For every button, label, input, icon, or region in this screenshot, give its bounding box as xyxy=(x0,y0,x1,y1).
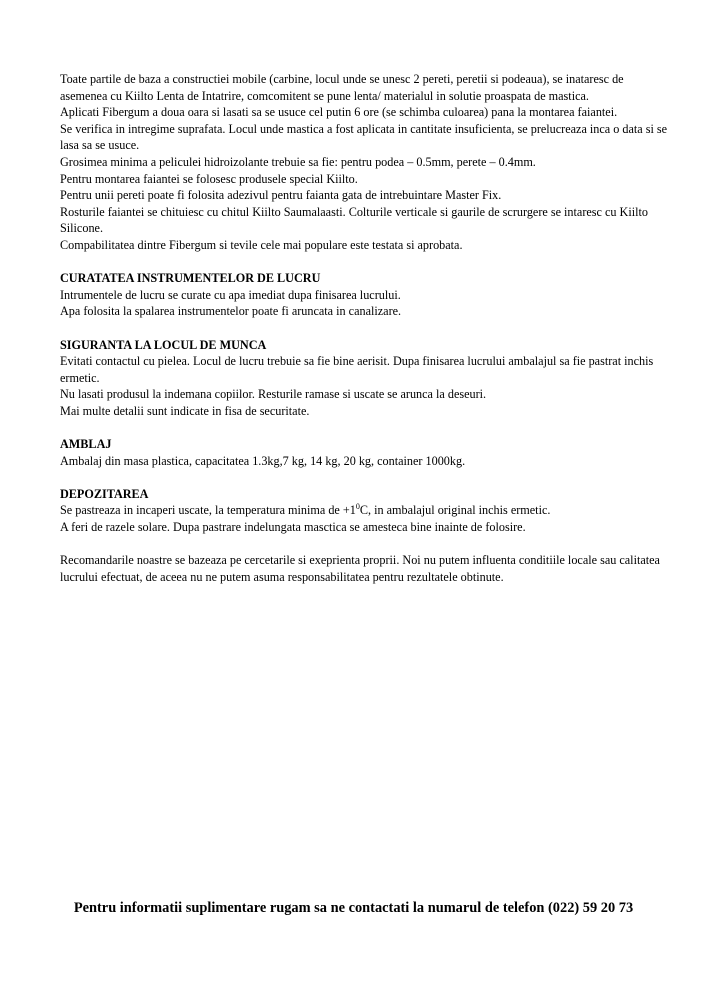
section-line: Apa folosita la spalarea instrumentelor poate fi aruncata in canalizare. xyxy=(60,304,402,319)
section-line: Ambalaj din masa plastica, capacitatea 1.3kg,7 kg, 14 kg, 20 kg, container 1000kg. xyxy=(60,453,466,468)
intro-line: Pentru unii pereti poate fi folosita adezivul pentru faianta gata de intrebuintare Master Fix. xyxy=(60,188,502,203)
section-line: Intrumentele de lucru se curate cu apa imediat dupa finisarea lucrului. xyxy=(60,287,401,302)
intro-line: Se verifica in intregime suprafata. Locul unde mastica a fost aplicata in cantitate insuficienta, se prelucreaza inca o data si se lasa sa se usuce. xyxy=(60,121,668,153)
degree-superscript: 0 xyxy=(355,502,360,512)
recommendation-text: Recomandarile noastre se bazeaza pe cercetarile si exeprienta proprii. Noi nu putem influenta conditiile locale sau calitatea lucrului efectuat, de aceea nu ne putem asuma responsabilitatea pentru rezultatele obtinute. xyxy=(60,553,660,584)
footer-contact: Pentru informatii suplimentare rugam sa ne contactati la numarul de telefon (022) 59 20 73 xyxy=(73,900,634,916)
section-heading: DEPOZITAREA xyxy=(60,486,149,501)
intro-line: Grosimea minima a peliculei hidroizolante trebuie sa fie: pentru podea – 0.5mm, perete – 0.4mm. xyxy=(60,154,536,169)
section-heading: CURATATEA INSTRUMENTELOR DE LUCRU xyxy=(60,271,321,286)
intro-line: Toate partile de baza a constructiei mobile (carbine, locul unde se unesc 2 pereti, peretii si podeaua), se inataresc de asemenea cu Kiilto Lenta de Intatrire, comcomitent se pune lenta/ materialul in solutie proaspata de mastica. xyxy=(60,72,624,103)
storage-temperature-line xyxy=(60,502,670,519)
storage-text: Se pastreaza in incaperi uscate, la temperatura minima de +1 xyxy=(60,503,356,518)
document-body xyxy=(60,71,670,585)
section-heading: AMBLAJ xyxy=(60,437,112,452)
intro-line: Compabilitatea dintre Fibergum si tevile cele mai populare este testata si aprobata. xyxy=(60,237,463,252)
section-packaging xyxy=(60,436,670,469)
section-line: Mai multe detalii sunt indicate in fisa de securitate. xyxy=(60,403,310,418)
section-recommendation xyxy=(60,552,670,585)
section-line: Nu lasati produsul la indemana copiilor. Resturile ramase si uscate se arunca la deseuri. xyxy=(60,387,487,402)
intro-line: Rosturile faiantei se chituiesc cu chitul Kiilto Saumalaasti. Colturile verticale si gaurile de scrurgere se intaresc cu Kiilto Silicone. xyxy=(60,204,648,236)
section-cleaning xyxy=(60,270,670,320)
intro-line: Aplicati Fibergum a doua oara si lasati sa se usuce cel putin 6 ore (se schimba culoarea) pana la montarea faiantei. xyxy=(60,105,618,120)
section-line: A feri de razele solare. Dupa pastrare indelungata masctica se amesteca bine inainte de folosire. xyxy=(60,520,526,535)
section-heading: SIGURANTA LA LOCUL DE MUNCA xyxy=(60,337,267,352)
intro-line: Pentru montarea faiantei se folosesc produsele special Kiilto. xyxy=(60,171,358,186)
storage-text: C, in ambalajul original inchis ermetic. xyxy=(359,503,551,518)
section-line: Evitati contactul cu pielea. Locul de lucru trebuie sa fie bine aerisit. Dupa finisarea lucrului ambalajul sa fie pastrat inchis ermetic. xyxy=(60,354,654,385)
section-safety xyxy=(60,337,670,420)
section-storage xyxy=(60,486,670,536)
